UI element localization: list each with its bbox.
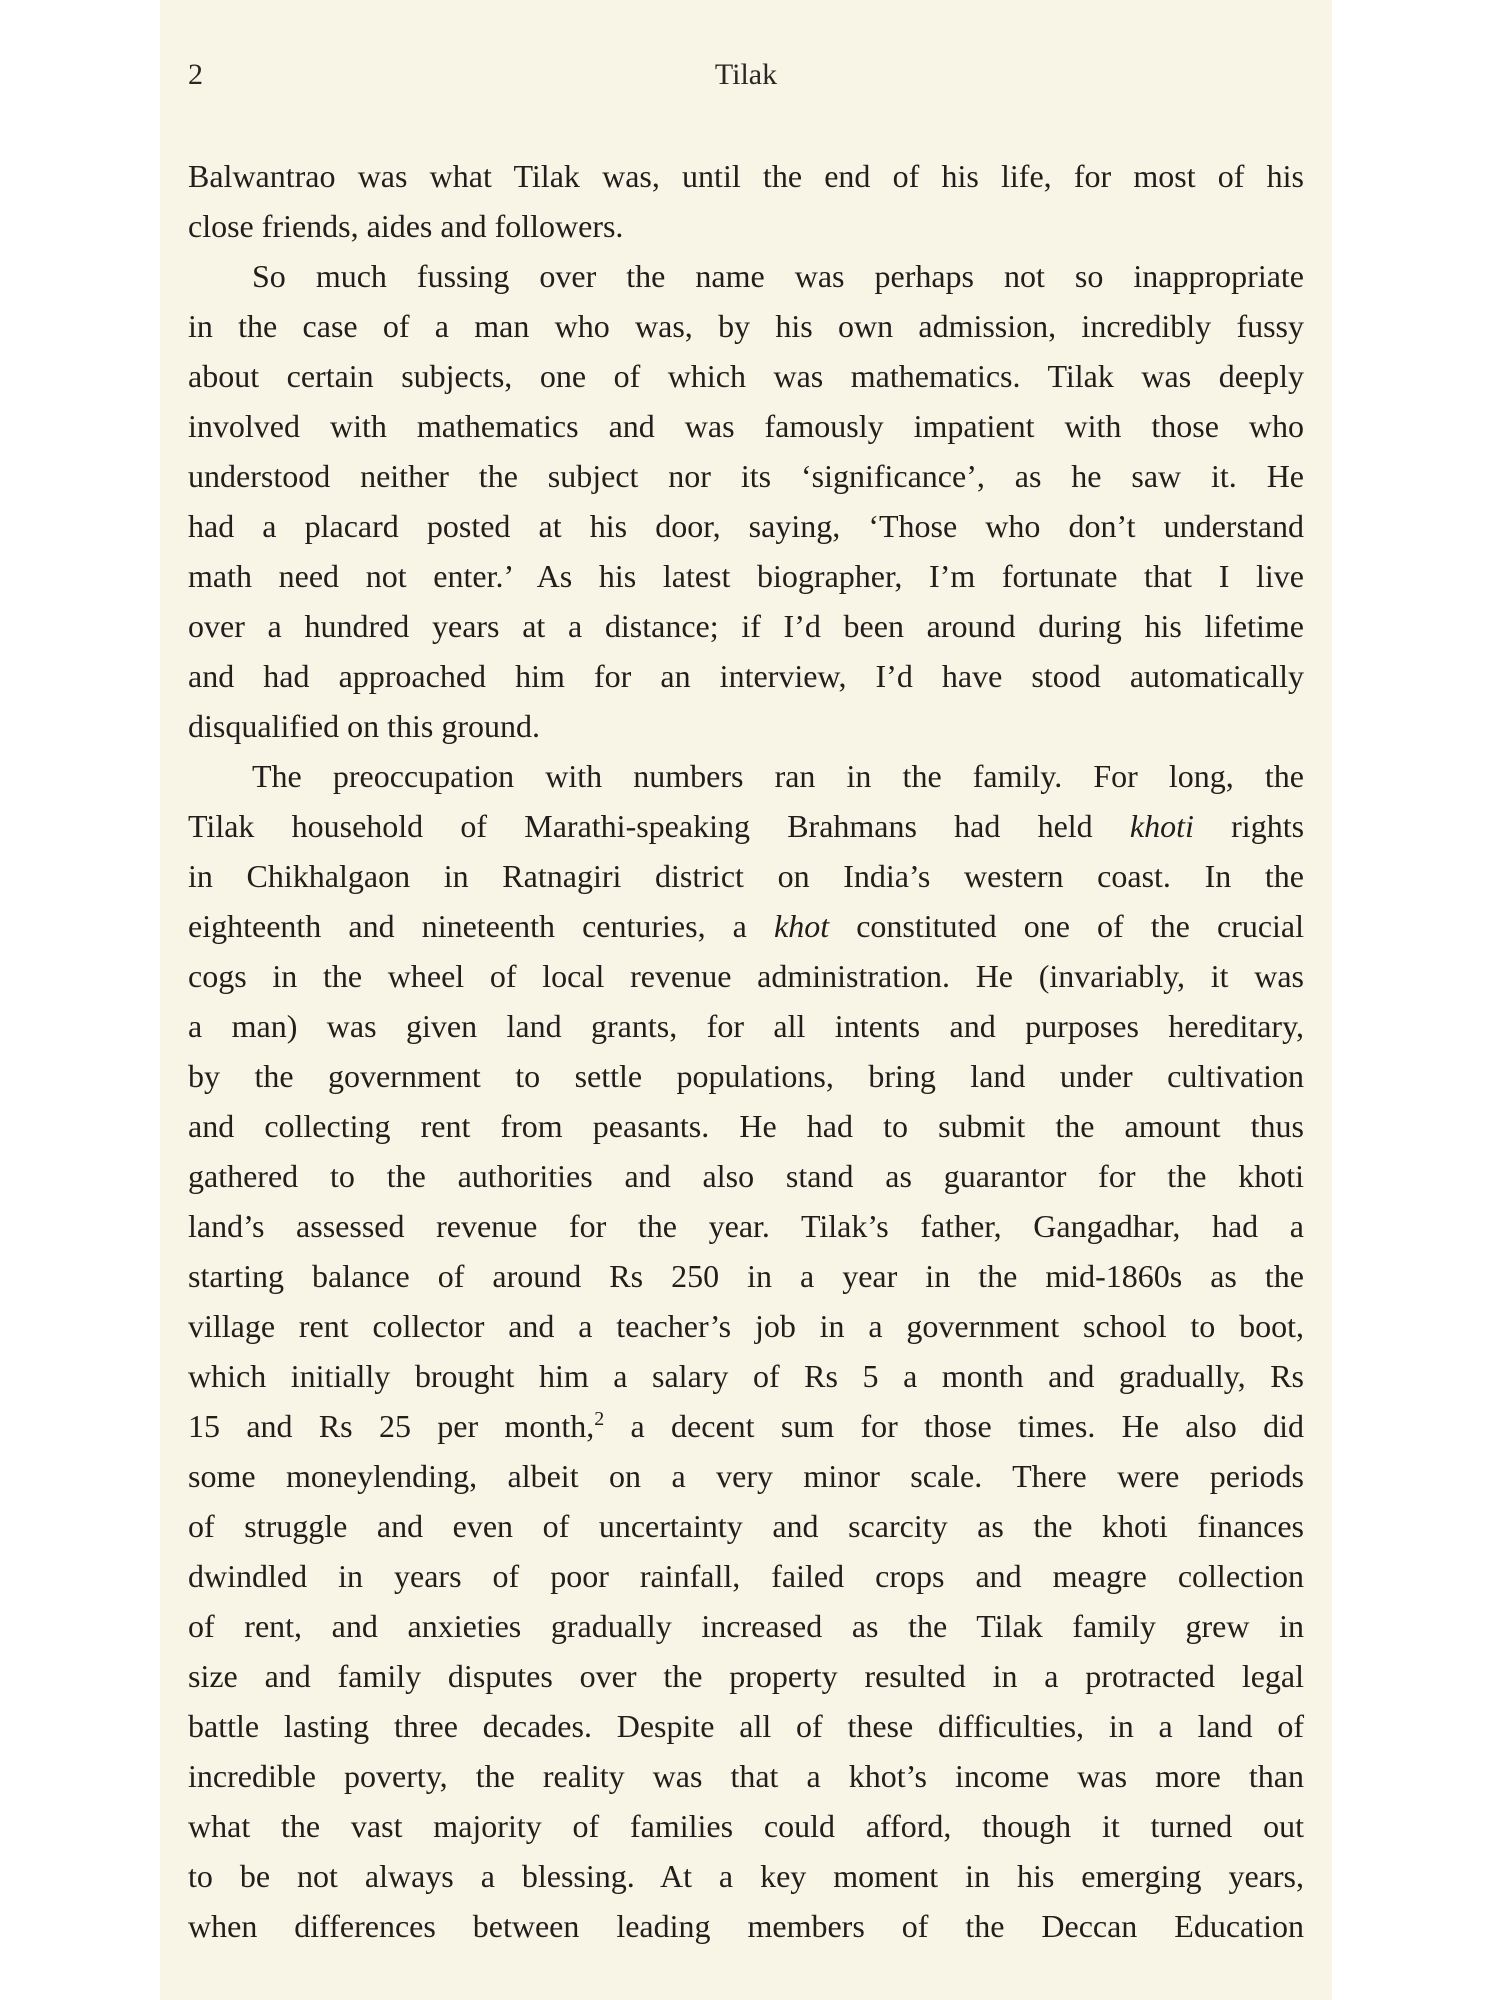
- text-line: land’s assessed revenue for the year. Tilak’s father, Gangadhar, had a: [188, 1208, 1304, 1244]
- italic-term: khot: [773, 908, 830, 944]
- text-line: dwindled in years of poor rainfall, failed crops and meagre collection: [188, 1558, 1304, 1594]
- text-line: math need not enter.’ As his latest biographer, I’m fortunate that I live: [188, 558, 1304, 594]
- text-line: some moneylending, albeit on a very minor scale. There were periods: [188, 1458, 1304, 1494]
- text-segment: Tilak household of Marathi-speaking Brahmans had held: [188, 808, 1093, 844]
- text-line: to be not always a blessing. At a key moment in his emerging years,: [188, 1858, 1304, 1894]
- text-line: battle lasting three decades. Despite all of these difficulties, in a land of: [188, 1708, 1304, 1744]
- text-line: Balwantrao was what Tilak was, until the end of his life, for most of his: [188, 158, 1304, 194]
- text-segment: a decent sum for those times. He also did: [630, 1408, 1304, 1444]
- text-line: size and family disputes over the property resulted in a protracted legal: [188, 1658, 1304, 1694]
- text-line: close friends, aides and followers.: [188, 208, 624, 244]
- text-line: involved with mathematics and was famously impatient with those who: [188, 408, 1304, 444]
- page-number: 2: [188, 58, 203, 91]
- text-line: [188, 1401, 1304, 1451]
- text-line: cogs in the wheel of local revenue administration. He (invariably, it was: [188, 958, 1304, 994]
- running-title: Tilak: [714, 58, 778, 91]
- text-line: and had approached him for an interview, I’d have stood automatically: [188, 658, 1304, 694]
- book-page: [160, 0, 1332, 2000]
- text-line: by the government to settle populations, bring land under cultivation: [188, 1058, 1304, 1094]
- text-line: understood neither the subject nor its ‘significance’, as he saw it. He: [188, 458, 1304, 494]
- text-line: gathered to the authorities and also stand as guarantor for the khoti: [188, 1158, 1304, 1194]
- text-line: which initially brought him a salary of Rs 5 a month and gradually, Rs: [188, 1358, 1304, 1394]
- text-line: when differences between leading members of the Deccan Education: [188, 1908, 1304, 1944]
- text-line: disqualified on this ground.: [188, 708, 540, 744]
- text-line: in Chikhalgaon in Ratnagiri district on India’s western coast. In the: [188, 858, 1304, 894]
- text-line: over a hundred years at a distance; if I’d been around during his lifetime: [188, 608, 1304, 644]
- text-line: had a placard posted at his door, saying, ‘Those who don’t understand: [188, 508, 1304, 544]
- text-line: a man) was given land grants, for all intents and purposes hereditary,: [188, 1008, 1304, 1044]
- text-segment: 15 and Rs 25 per month,: [188, 1408, 595, 1444]
- text-line: in the case of a man who was, by his own admission, incredibly fussy: [188, 308, 1304, 344]
- footnote-reference[interactable]: 2: [594, 1408, 605, 1430]
- text-line: and collecting rent from peasants. He had to submit the amount thus: [188, 1108, 1304, 1144]
- text-line: of struggle and even of uncertainty and scarcity as the khoti finances: [188, 1508, 1304, 1544]
- text-line: So much fussing over the name was perhaps not so inappropriate: [252, 258, 1304, 294]
- text-line: starting balance of around Rs 250 in a year in the mid-1860s as the: [188, 1258, 1304, 1294]
- text-line: of rent, and anxieties gradually increased as the Tilak family grew in: [188, 1608, 1304, 1644]
- text-line: incredible poverty, the reality was that a khot’s income was more than: [188, 1758, 1304, 1794]
- italic-term: khoti: [1129, 808, 1194, 844]
- text-line: about certain subjects, one of which was mathematics. Tilak was deeply: [188, 358, 1304, 394]
- body-text: [188, 151, 1304, 1951]
- text-line: [188, 901, 1304, 951]
- text-segment: constituted one of the crucial: [856, 908, 1305, 944]
- text-line: [188, 801, 1304, 851]
- text-line: village rent collector and a teacher’s job in a government school to boot,: [188, 1308, 1304, 1344]
- running-header: [188, 52, 1304, 96]
- text-segment: eighteenth and nineteenth centuries, a: [188, 908, 747, 944]
- text-line: The preoccupation with numbers ran in the family. For long, the: [252, 758, 1304, 794]
- text-line: what the vast majority of families could afford, though it turned out: [188, 1808, 1304, 1844]
- text-segment: rights: [1231, 808, 1305, 844]
